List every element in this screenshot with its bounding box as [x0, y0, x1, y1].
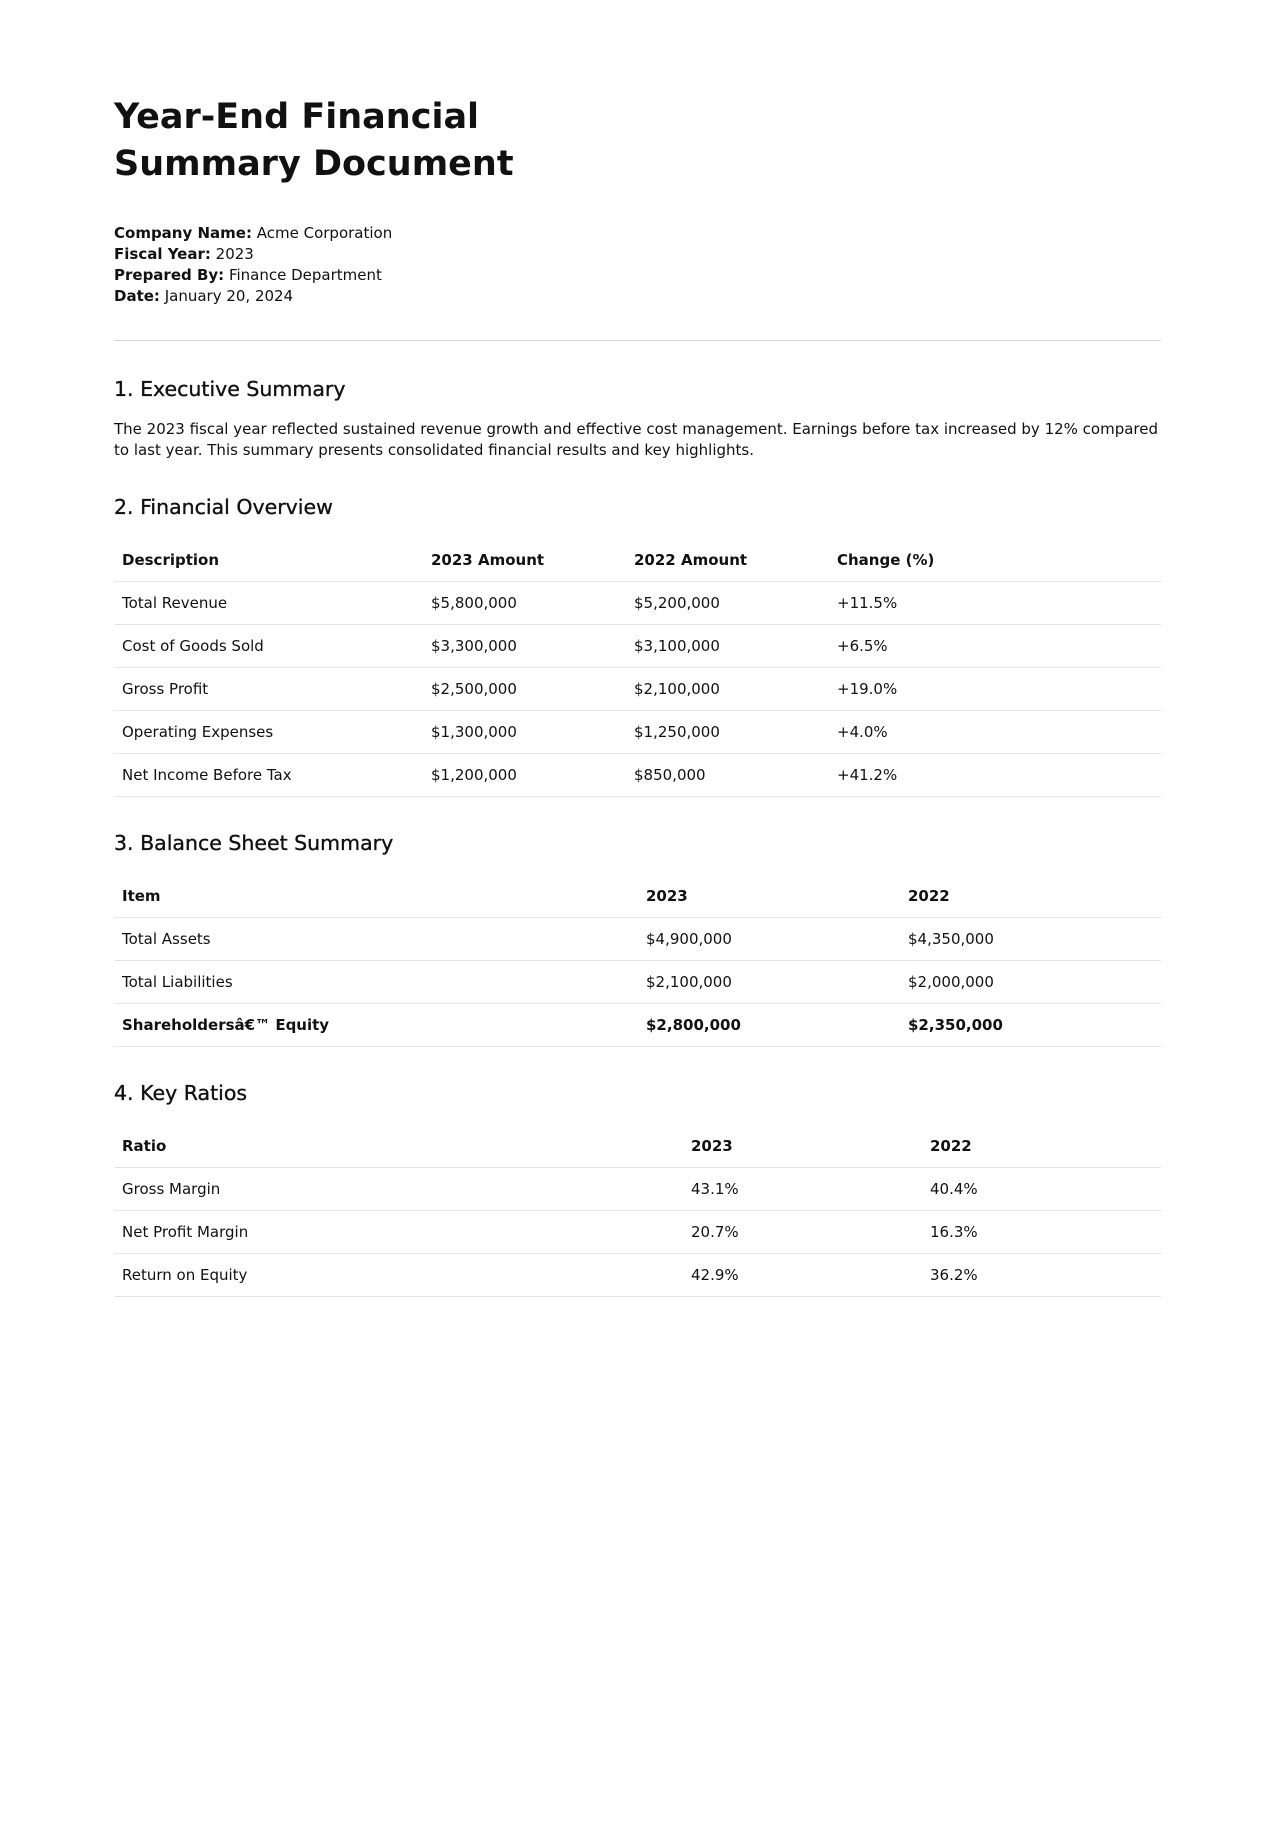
financial-overview-heading: 2. Financial Overview: [114, 495, 333, 519]
table-cell: $2,100,000: [638, 961, 900, 1004]
executive-summary-heading: 1. Executive Summary: [114, 377, 346, 401]
table-cell: $2,100,000: [626, 668, 829, 711]
column-header: Change (%): [829, 539, 1161, 582]
table-cell: 43.1%: [683, 1168, 922, 1211]
table-cell: $2,500,000: [423, 668, 626, 711]
table-cell: Total Liabilities: [114, 961, 638, 1004]
table-header-row: [114, 875, 1161, 918]
key-ratios-table-wrapper: [114, 1125, 1161, 1284]
column-header: Description: [114, 539, 423, 582]
table-row: [114, 918, 1161, 961]
balance-sheet-table: [114, 875, 1161, 1047]
table-cell: $2,350,000: [900, 1004, 1161, 1047]
meta-label: Company Name:: [114, 224, 252, 242]
table-cell: Operating Expenses: [114, 711, 423, 754]
column-header: 2022: [922, 1125, 1161, 1168]
table-cell: $2,800,000: [638, 1004, 900, 1047]
table-row: [114, 754, 1161, 797]
table-cell: +11.5%: [829, 582, 1161, 625]
table-cell: $850,000: [626, 754, 829, 797]
table-cell: Total Assets: [114, 918, 638, 961]
table-cell: Return on Equity: [114, 1254, 683, 1297]
table-cell: $3,300,000: [423, 625, 626, 668]
meta-label: Date:: [114, 287, 160, 305]
table-row: [114, 711, 1161, 754]
table-cell: $1,300,000: [423, 711, 626, 754]
meta-value: Finance Department: [228, 266, 382, 284]
column-header: Item: [114, 875, 638, 918]
column-header: 2022: [900, 875, 1161, 918]
table-cell: Net Profit Margin: [114, 1211, 683, 1254]
table-cell: $3,100,000: [626, 625, 829, 668]
balance-sheet-heading: 3. Balance Sheet Summary: [114, 831, 394, 855]
table-cell: $4,900,000: [638, 918, 900, 961]
table-cell: $1,200,000: [423, 754, 626, 797]
table-cell: Cost of Goods Sold: [114, 625, 423, 668]
table-cell: 42.9%: [683, 1254, 922, 1297]
table-row: [114, 1211, 1161, 1254]
table-header-row: [114, 539, 1161, 582]
meta-company: [114, 223, 1161, 244]
table-row: [114, 961, 1161, 1004]
table-cell: $5,800,000: [423, 582, 626, 625]
table-header-row: [114, 1125, 1161, 1168]
table-cell: $5,200,000: [626, 582, 829, 625]
table-row-total: [114, 1004, 1161, 1047]
table-cell: $1,250,000: [626, 711, 829, 754]
header-divider: [114, 340, 1161, 341]
key-ratios-table: [114, 1125, 1161, 1297]
table-row: [114, 625, 1161, 668]
table-row: [114, 668, 1161, 711]
table-cell: 40.4%: [922, 1168, 1161, 1211]
executive-summary-text: The 2023 fiscal year reflected sustained revenue growth and effective cost management. Earnings before tax increased by 12% compared to last year. This summary presents consolidated financial results and key highlights.: [114, 420, 1159, 459]
document-content: [114, 94, 1161, 1284]
column-header: Ratio: [114, 1125, 683, 1168]
key-ratios-heading: 4. Key Ratios: [114, 1081, 248, 1105]
table-row: [114, 1254, 1161, 1297]
financial-overview-table: [114, 539, 1161, 797]
meta-label: Prepared By:: [114, 266, 225, 284]
meta-prepared-by: [114, 265, 1161, 286]
table-cell: Total Revenue: [114, 582, 423, 625]
meta-value: 2023: [215, 245, 254, 263]
table-cell: $4,350,000: [900, 918, 1161, 961]
table-cell: +4.0%: [829, 711, 1161, 754]
table-row: [114, 1168, 1161, 1211]
meta-value: January 20, 2024: [164, 287, 294, 305]
table-cell: Gross Margin: [114, 1168, 683, 1211]
table-cell: Shareholdersâ€™ Equity: [114, 1004, 638, 1047]
table-cell: $2,000,000: [900, 961, 1161, 1004]
column-header: 2022 Amount: [626, 539, 829, 582]
column-header: 2023: [638, 875, 900, 918]
table-cell: 16.3%: [922, 1211, 1161, 1254]
table-row: [114, 582, 1161, 625]
meta-date: [114, 286, 1161, 307]
document-title: Year-End Financial Summary Document: [114, 97, 514, 184]
table-cell: Net Income Before Tax: [114, 754, 423, 797]
table-cell: 36.2%: [922, 1254, 1161, 1297]
meta-value: Acme Corporation: [256, 224, 393, 242]
table-cell: +6.5%: [829, 625, 1161, 668]
table-cell: 20.7%: [683, 1211, 922, 1254]
meta-fiscal-year: [114, 244, 1161, 265]
table-cell: Gross Profit: [114, 668, 423, 711]
table-cell: +19.0%: [829, 668, 1161, 711]
column-header: 2023 Amount: [423, 539, 626, 582]
document-meta: [114, 223, 1161, 307]
table-cell: +41.2%: [829, 754, 1161, 797]
column-header: 2023: [683, 1125, 922, 1168]
meta-label: Fiscal Year:: [114, 245, 211, 263]
